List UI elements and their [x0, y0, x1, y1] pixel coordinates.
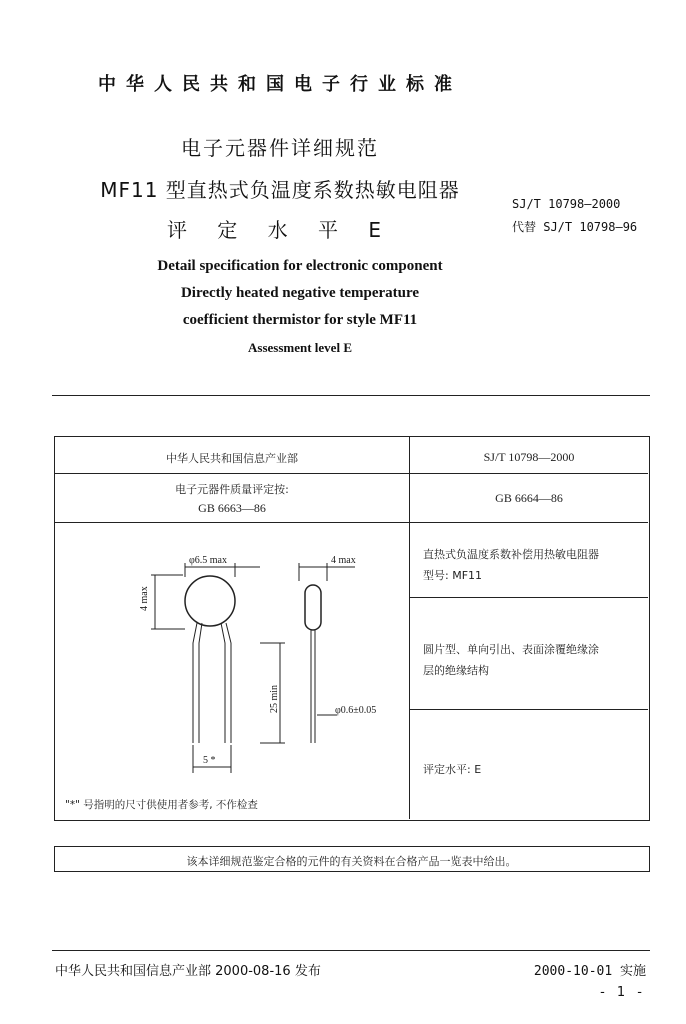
dim-thickness-label: 4 max [331, 555, 356, 566]
qualified-products-note: 该本详细规范鉴定合格的元件的有关资料在合格产品一览表中给出。 [186, 855, 517, 868]
title-line-2: MF11 型直热式负温度系数热敏电阻器 [100, 178, 460, 202]
page-number: - 1 - [600, 985, 646, 1000]
issuing-org-header: 中华人民共和国电子行业标准 [98, 74, 462, 95]
construction-description: 圆片型、单向引出、表面涂覆绝缘涂 [423, 643, 599, 656]
thermistor-disc [185, 576, 235, 626]
english-title-line-3: coefficient thermistor for style MF11 [182, 312, 418, 328]
thermistor-outline-drawing [85, 533, 405, 793]
lead-right [221, 623, 225, 743]
dim-lead-diameter-label: φ0.6±0.05 [335, 705, 377, 716]
lead-left [193, 623, 197, 743]
table-row-divider [409, 597, 648, 598]
table-row-divider [409, 709, 648, 710]
spec-table [54, 436, 650, 821]
dim-lead-length-label: 25 min [269, 684, 280, 713]
dim-diameter-label: φ6.5 max [189, 555, 227, 566]
title-line-1: 电子元器件详细规范 [181, 136, 379, 160]
replaces-standard: 代替 SJ/T 10798—96 [512, 220, 638, 234]
qualified-products-note-box [54, 846, 650, 872]
product-description: 直热式负温度系数补偿用热敏电阻器 [423, 548, 599, 561]
thermistor-side-view [305, 585, 321, 630]
table-cell-gb6663: GB 6663—86 [198, 501, 266, 515]
footer-divider [52, 950, 650, 951]
english-title-line-2: Directly heated negative temperature [180, 285, 420, 301]
english-title-line-1: Detail specification for electronic component [157, 258, 443, 274]
table-row-divider [55, 522, 648, 523]
table-cell-assessment-label: 电子元器件质量评定按: [175, 483, 289, 496]
header-divider [52, 395, 650, 396]
table-cell-ministry: 中华人民共和国信息产业部 [166, 452, 298, 465]
table-row-divider [55, 473, 648, 474]
standard-number: SJ/T 10798—2000 [512, 197, 621, 211]
dim-spacing-label: 5 * [203, 755, 216, 766]
table-cell-gb6664: GB 6664—86 [495, 491, 563, 505]
drawing-footnote: "*" 号指明的尺寸供使用者参考, 不作检查 [65, 799, 258, 811]
title-line-3: 评 定 水 平 E [166, 218, 394, 242]
table-cell-std-number: SJ/T 10798—2000 [483, 450, 575, 464]
english-title-line-4: Assessment level E [248, 340, 352, 355]
construction-description-cont: 层的绝缘结构 [423, 664, 489, 677]
assessment-level: 评定水平: E [423, 763, 482, 776]
dim-height-label: 4 max [139, 586, 150, 611]
product-model: 型号: MF11 [423, 569, 483, 582]
issue-date: 中华人民共和国信息产业部 2000-08-16 发布 [55, 964, 321, 979]
effective-date: 2000-10-01 实施 [533, 964, 646, 979]
